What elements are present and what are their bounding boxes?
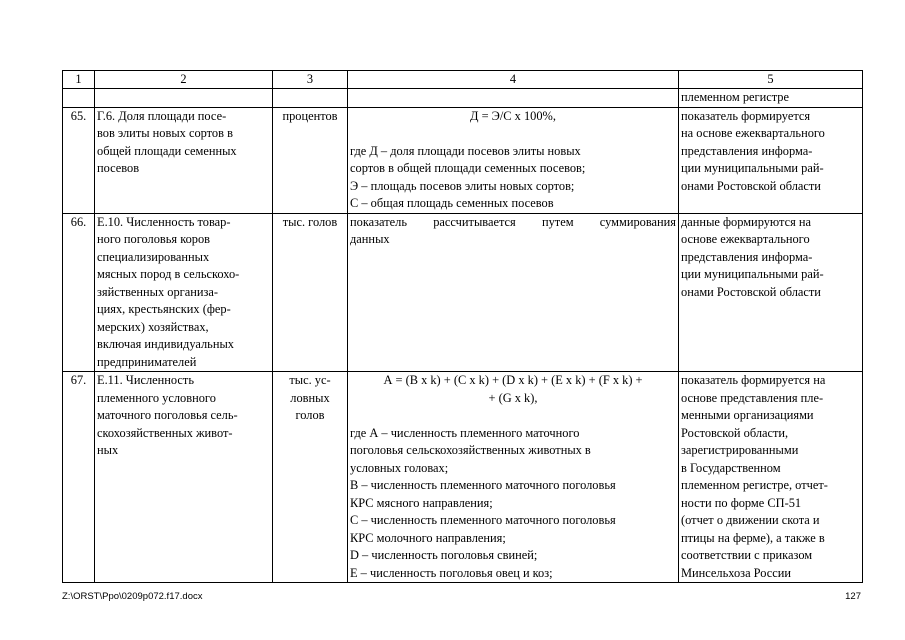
formula-line: Д = Э/С х 100%, — [470, 108, 556, 123]
indicator-name-line: включая индивидуальных — [97, 337, 234, 351]
source-line: представления информа- — [681, 143, 813, 158]
method-line: E – численность поголовья овец и коз; — [350, 565, 553, 580]
source-line: онами Ростовской области — [681, 284, 821, 299]
source-line: (отчет о движении скота и — [681, 513, 820, 527]
method-line: показатель рассчитывается путем суммирования — [350, 214, 676, 229]
method-line: D – численность поголовья свиней; — [350, 548, 538, 562]
source-line: соответствии с приказом — [681, 548, 813, 562]
indicator-name-line: Е.10. Численность товар- — [97, 214, 231, 229]
method-line: где Д – доля площади посевов элиты новых — [350, 143, 581, 158]
indicator-name-line: Г.6. Доля площади посе- — [97, 108, 227, 123]
table-row — [63, 107, 863, 213]
header-col-3: 3 — [273, 71, 348, 89]
method-line: С – общая площадь семенных посевов — [350, 196, 554, 210]
header-col-5: 5 — [679, 71, 863, 89]
source-line: в Государственном — [681, 460, 781, 475]
data-source — [679, 372, 863, 583]
calculation-method — [348, 107, 679, 213]
data-source — [679, 213, 863, 372]
indicator-table — [62, 70, 863, 583]
indicator-name-line: ного поголовья коров — [97, 232, 211, 246]
indicator-name-line: специализированных — [97, 249, 210, 264]
method-line: данных — [350, 232, 390, 246]
source-line: птицы на ферме), а также в — [681, 530, 825, 545]
row-number: 66. — [63, 213, 95, 372]
row-number: 67. — [63, 372, 95, 583]
method-line: КРС молочного направления; — [350, 530, 506, 545]
indicator-name-line: зяйственных организа- — [97, 284, 219, 299]
continuation-cell-3 — [273, 89, 348, 108]
source-line: показатель формируется на — [681, 373, 826, 387]
indicator-name-line: посевов — [97, 161, 140, 175]
indicator-name-line: ных — [97, 443, 119, 457]
unit-line: голов — [295, 408, 325, 422]
indicator-name-line: Е.11. Численность — [97, 373, 194, 387]
method-line: С – численность племенного маточного поголовья — [350, 513, 616, 527]
source-line: данные формируются на — [681, 214, 812, 229]
unit — [273, 107, 348, 213]
source-line: зарегистрированными — [681, 443, 799, 457]
source-line: племенном регистре, отчет- — [681, 478, 828, 492]
indicator-name — [95, 213, 273, 372]
method-line: Э – площадь посевов элиты новых сортов; — [350, 178, 575, 193]
calculation-method — [348, 372, 679, 583]
method-line: поголовья сельскохозяйственных животных в — [350, 443, 591, 457]
continuation-source: племенном регистре — [679, 89, 863, 108]
table-row — [63, 213, 863, 372]
header-col-1: 1 — [63, 71, 95, 89]
indicator-name-line: предпринимателей — [97, 354, 197, 369]
footer-page-number: 127 — [845, 591, 861, 602]
source-line: основе представления пле- — [681, 390, 824, 405]
spacer — [350, 125, 676, 143]
method-line: В – численность племенного маточного поголовья — [350, 478, 616, 492]
spacer — [350, 407, 676, 425]
source-line: основе ежеквартального — [681, 232, 810, 246]
source-line: менными организациями — [681, 408, 814, 422]
indicator-name-line: циях, крестьянских (фер- — [97, 302, 231, 316]
source-line: ции муниципальными рай- — [681, 267, 824, 281]
unit-line: процентов — [282, 108, 338, 123]
row-number: 65. — [63, 107, 95, 213]
continuation-cell-2 — [95, 89, 273, 108]
formula-line: + (G х k), — [488, 390, 538, 405]
source-line: показатель формируется — [681, 108, 811, 123]
header-row — [63, 71, 863, 89]
indicator-name — [95, 107, 273, 213]
indicator-name-line: мерских) хозяйствах, — [97, 319, 209, 334]
indicator-name-line: общей площади семенных — [97, 143, 237, 158]
continuation-cell-1 — [63, 89, 95, 108]
method-line: КРС мясного направления; — [350, 495, 493, 510]
source-line: представления информа- — [681, 249, 813, 264]
indicator-name-line: мясных пород в сельскохо- — [97, 267, 240, 281]
unit — [273, 213, 348, 372]
source-line: Ростовской области, — [681, 425, 789, 440]
indicator-name-line: племенного условного — [97, 390, 216, 405]
header-col-2: 2 — [95, 71, 273, 89]
source-line: ции муниципальными рай- — [681, 161, 824, 175]
method-line: условных головах; — [350, 460, 449, 475]
method-line: сортов в общей площади семенных посевов; — [350, 161, 586, 175]
indicator-name — [95, 372, 273, 583]
method-line: где А – численность племенного маточного — [350, 425, 580, 440]
source-line: онами Ростовской области — [681, 178, 821, 193]
unit-line: тыс. ус- — [289, 373, 331, 387]
table-row — [63, 372, 863, 583]
source-line: на основе ежеквартального — [681, 126, 825, 140]
source-line: ности по форме СП-51 — [681, 495, 802, 510]
continuation-row — [63, 89, 863, 108]
indicator-name-line: маточного поголовья сель- — [97, 408, 238, 422]
formula-line: А = (В х k) + (С х k) + (D х k) + (E х k) + (F х k) + — [383, 373, 643, 387]
indicator-name-line: вов элиты новых сортов в — [97, 126, 233, 140]
unit-line: тыс. голов — [282, 214, 338, 229]
header-col-4: 4 — [348, 71, 679, 89]
indicator-name-line: скохозяйственных живот- — [97, 425, 233, 440]
calculation-method — [348, 213, 679, 372]
data-source — [679, 107, 863, 213]
unit-line: ловных — [290, 390, 330, 405]
unit — [273, 372, 348, 583]
source-line: Минсельхоза России — [681, 565, 792, 580]
continuation-cell-4 — [348, 89, 679, 108]
footer-file-path: Z:\ORST\Ppo\0209p072.f17.docx — [62, 591, 203, 602]
